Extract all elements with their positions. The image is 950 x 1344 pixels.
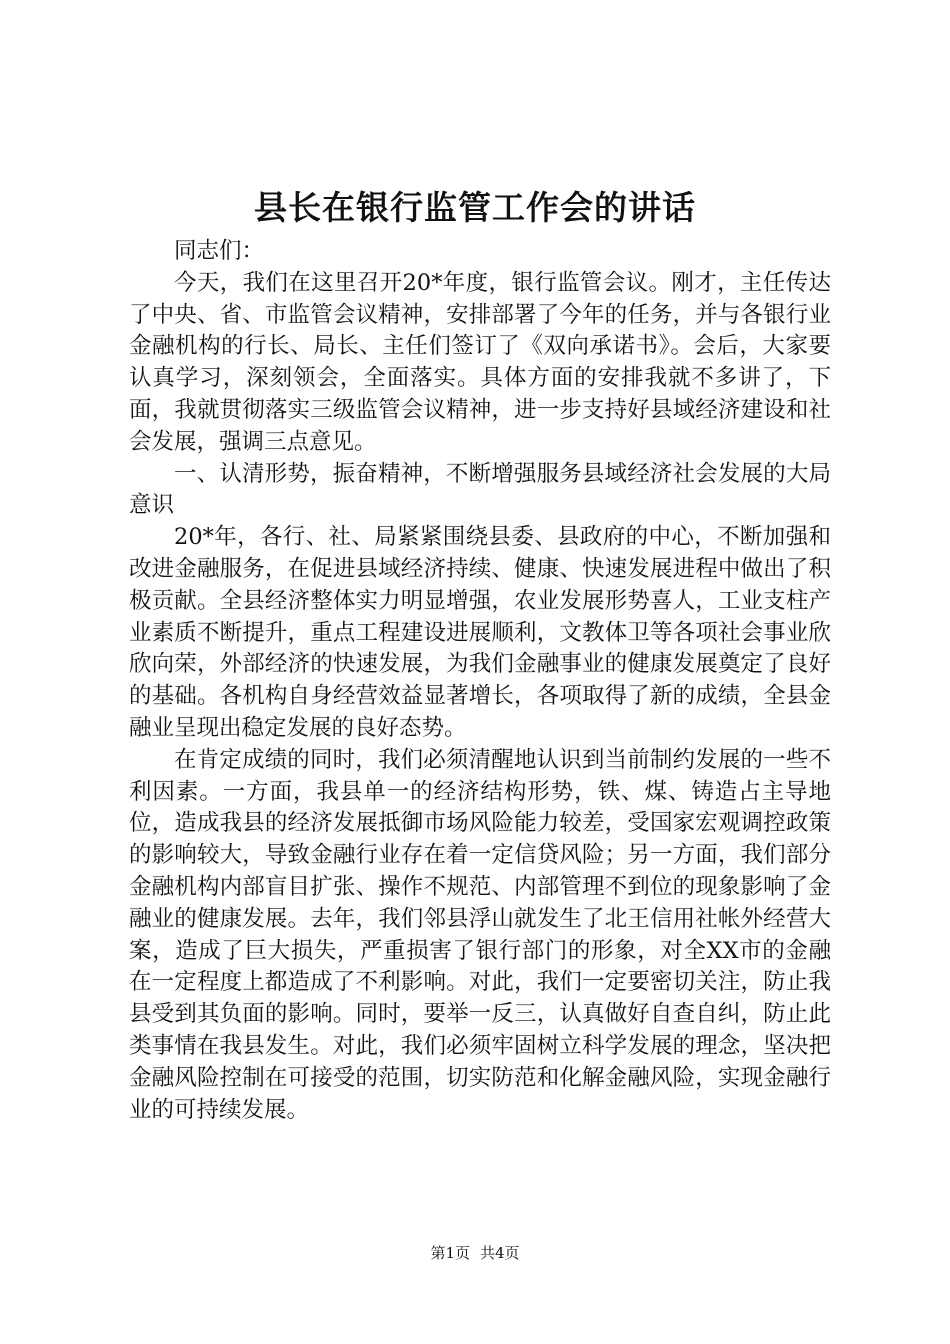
document-title: 县长在银行监管工作会的讲话 xyxy=(254,188,696,227)
salutation: 同志们： xyxy=(174,238,265,264)
paragraph: 20*年，各行、社、局紧紧围绕县委、县政府的中心，不断加强和改进金融服务，在促进县域经济持续、健康、快速发展进程中做出了积极贡献。全县经济整体实力明显增强，农业发展形势喜人，工业支柱产业素质不断提升，重点工程建设进展顺利，文教体卫等各项社会事业欣欣向荣，外部经济的快速发展，为我们金融事业的健康发展奠定了良好的基础。各机构自身经营效益显著增长，各项取得了新的成绩，全县金融业呈现出稳定发展的良好态势。 xyxy=(129,524,831,741)
page-footer xyxy=(0,1243,950,1263)
paragraph: 在肯定成绩的同时，我们必须清醒地认识到当前制约发展的一些不利因素。一方面，我县单一的经济结构形势，铁、煤、铸造占主导地位，造成我县的经济发展抵御市场风险能力较差，受国家宏观调控政策的影响较大，导致金融行业存在着一定信贷风险；另一方面，我们部分金融机构内部盲目扩张、操作不规范、内部管理不到位的现象影响了金融业的健康发展。去年，我们邻县浮山就发生了北王信用社帐外经营大案，造成了巨大损失，严重损害了银行部门的形象，对全XX市的金融在一定程度上都造成了不利影响。对此，我们一定要密切关注，防止我县受到其负面的影响。同时，要举一反三，认真做好自查自纠，防止此类事情在我县发生。对此，我们必须牢固树立科学发展的理念，坚决把金融风险控制在可接受的范围，切实防范和化解金融风险，实现金融行业的可持续发展。 xyxy=(129,746,831,1123)
paragraph: 今天，我们在这里召开20*年度，银行监管会议。刚才，主任传达了中央、省、市监管会议精神，安排部署了今年的任务，并与各银行业金融机构的行长、局长、主任们签订了《双向承诺书》。会后，大家要认真学习，深刻领会，全面落实。具体方面的安排我就不多讲了，下面，我就贯彻落实三级监管会议精神，进一步支持好县域经济建设和社会发展，强调三点意见。 xyxy=(129,269,831,455)
page-number-total: 共4页 xyxy=(480,1244,520,1262)
document-body xyxy=(129,236,831,1126)
page-number-current: 第1页 xyxy=(430,1244,470,1262)
section-heading: 一、认清形势，振奋精神，不断增强服务县域经济社会发展的大局意识 xyxy=(129,460,831,519)
